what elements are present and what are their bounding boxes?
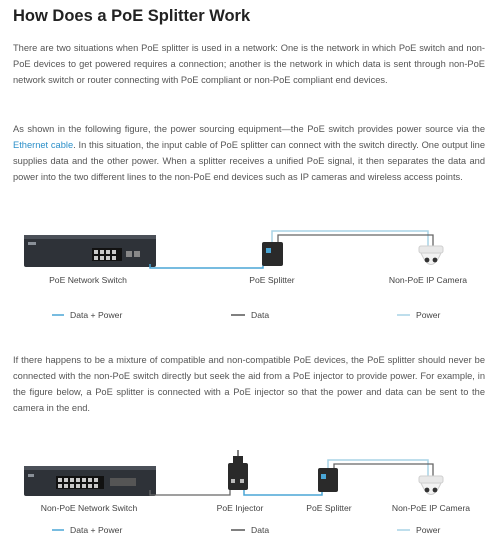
data-cable — [278, 235, 433, 246]
legend-data: Data — [251, 310, 270, 320]
paragraph-intro: There are two situations when PoE splitter is used in a network: One is the network in which PoE switch and non-PoE devices to get powered requires a connection; another is the network in which data is sent through non-PoE network switch or router connecting with PoE compliant or non-PoE compliant end devices. — [13, 43, 485, 85]
paragraph-text-part: . In this situation, the input cable of PoE splitter can connect with the switch directly. One output line supplies data and the other power. When a splitter receives a unified PoE signal, it then separates the data and power into the two different lines to the non-PoE end devices such as IP cameras and wireless access points. — [13, 140, 485, 182]
label-non-poe-ip-camera: Non-PoE IP Camera — [388, 275, 468, 285]
ip-camera-device — [419, 476, 443, 495]
poe-splitter-device — [318, 468, 338, 492]
label-poe-network-switch: PoE Network Switch — [49, 275, 127, 285]
power-cable — [272, 231, 428, 246]
legend-power: Power — [416, 310, 441, 320]
paragraph-poe-injector: If there happens to be a mixture of compatible and non-compatible PoE devices, the PoE splitter should never be connected with the non-PoE switch directly but seek the aid from a PoE injector to provide power. For example, in the figure below, a PoE splitter is connected with a PoE injector so that the power and data can be sent to the camera in the end. — [13, 355, 485, 413]
poe-injector-device — [228, 456, 248, 490]
paragraph-text-part: As shown in the following figure, the power sourcing equipment—the PoE switch provides power source via the — [13, 124, 485, 134]
power-cable — [328, 460, 428, 476]
diagram-poe-switch-to-splitter — [0, 218, 500, 328]
poe-switch-device — [24, 235, 156, 267]
legend-data: Data — [251, 525, 270, 535]
legend-data-power: Data + Power — [70, 310, 123, 320]
label-poe-splitter: PoE Splitter — [306, 503, 352, 513]
data-power-cable — [150, 260, 263, 268]
diagram-non-poe-switch-with-injector — [0, 446, 500, 550]
label-poe-splitter: PoE Splitter — [249, 275, 295, 285]
data-cable — [150, 487, 230, 495]
non-poe-switch-device — [24, 466, 156, 496]
label-poe-injector: PoE Injector — [216, 503, 264, 513]
legend-power: Power — [416, 525, 441, 535]
label-non-poe-ip-camera: Non-PoE IP Camera — [391, 503, 471, 513]
data-power-cable — [244, 488, 322, 495]
article-title: How Does a PoE Splitter Work — [13, 7, 251, 25]
ip-camera-device — [419, 246, 443, 265]
ethernet-cable-link[interactable]: Ethernet cable — [13, 140, 74, 150]
label-non-poe-network-switch: Non-PoE Network Switch — [40, 503, 138, 513]
poe-splitter-device — [262, 242, 283, 266]
paragraph-poe-switch — [13, 121, 485, 185]
data-cable — [334, 464, 433, 476]
legend-data-power: Data + Power — [70, 525, 123, 535]
